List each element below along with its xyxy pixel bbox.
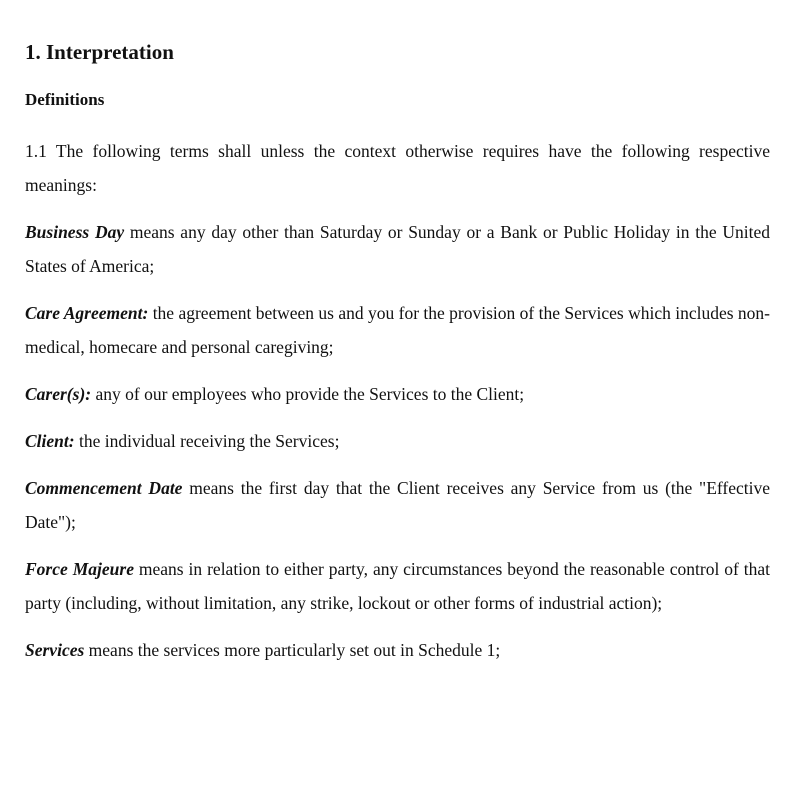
definition-text: means in relation to either party, any circumstances beyond the reasonable control of that party (including, without limitation, any strike, lockout or other forms of industrial action); [25,559,770,613]
definition-text: the agreement between us and you for the provision of the Services which includes non-medical, homecare and personal caregiving; [25,303,771,357]
definition-commencement-date [25,471,770,539]
definition-text: means any day other than Saturday or Sunday or a Bank or Public Holiday in the United States of America; [25,222,770,276]
definition-text: the individual receiving the Services; [74,431,340,451]
intro-paragraph: 1.1 The following terms shall unless the context otherwise requires have the following respective meanings: [25,141,770,195]
definition-care-agreement [25,296,770,364]
definition-term: Services [25,640,85,660]
definition-client [25,424,770,458]
definition-term: Force Majeure [25,559,134,579]
document-page [25,38,770,680]
definition-force-majeure [25,552,770,620]
definition-term: Care Agreement: [25,303,149,323]
definition-text: means the services more particularly set out in Schedule 1; [84,640,501,660]
definition-term: Business Day [25,222,125,242]
definitions-subheading: Definitions [25,90,105,109]
definition-services [25,633,770,667]
definition-term: Client: [25,431,75,451]
definition-text: any of our employees who provide the Services to the Client; [91,384,525,404]
section-heading: 1. Interpretation [25,40,174,64]
definition-text: means the first day that the Client receives any Service from us (the "Effective Date"); [25,478,770,532]
definition-business-day [25,215,770,283]
definition-term: Carer(s): [25,384,92,404]
definition-carers [25,377,770,411]
definition-term: Commencement Date [25,478,183,498]
